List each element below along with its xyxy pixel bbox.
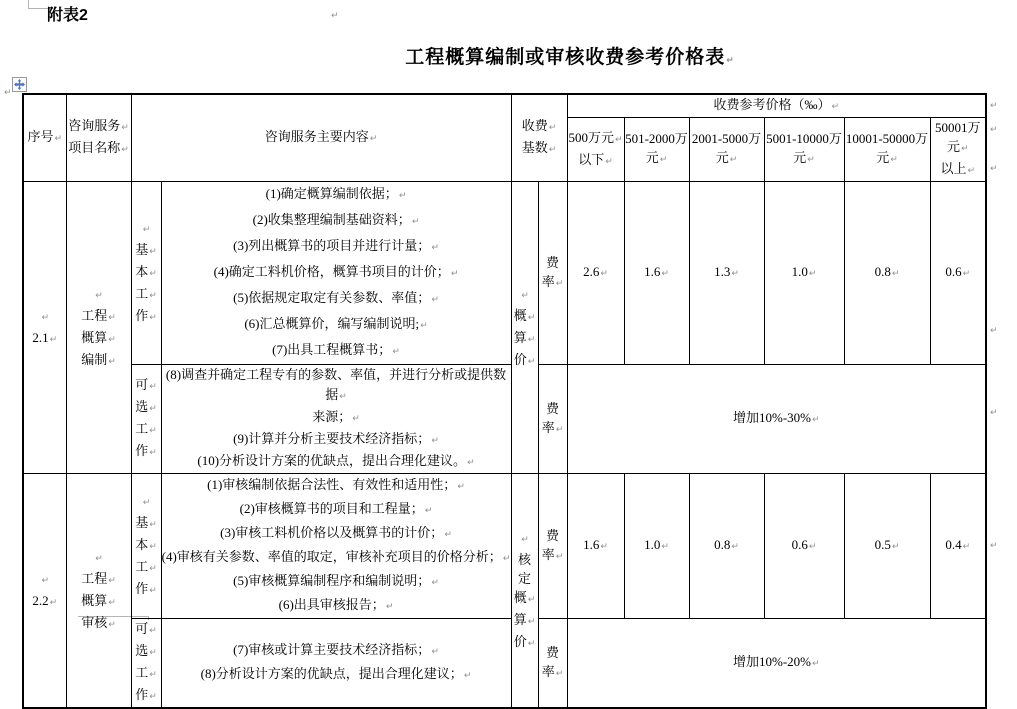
content-line: (3)列出概算书的项目并进行计量；↵ xyxy=(233,238,439,253)
paragraph-mark: ↵ xyxy=(891,542,900,552)
char-line: 概↵ xyxy=(513,589,536,605)
header-line: 501-2000万 xyxy=(625,131,688,146)
paragraph-mark: ↵ xyxy=(369,134,378,144)
rate-value: 0.5↵ xyxy=(874,537,900,552)
paragraph-mark: ↵ xyxy=(431,295,439,305)
paragraph-mark: ↵ xyxy=(831,102,840,112)
paragraph-mark: ↵ xyxy=(49,334,58,345)
blank-line xyxy=(512,284,538,306)
header-project-name[interactable] xyxy=(66,94,131,182)
char-line: 作↵ xyxy=(135,443,157,458)
char-line: 选↵ xyxy=(135,643,157,658)
value-cell[interactable] xyxy=(764,182,844,365)
row-end-mark xyxy=(989,95,1001,111)
char-line: 工↵ xyxy=(135,665,157,680)
value-cell[interactable] xyxy=(567,474,624,619)
paragraph-mark-host xyxy=(330,5,342,21)
row-end-mark xyxy=(989,158,1001,174)
rate-value: 2.6↵ xyxy=(583,264,608,279)
header-line: 元↵ xyxy=(793,150,815,165)
content-line: (8)调查并确定工程专有的参数、率值，并进行分析或提供数据↵ xyxy=(165,367,507,402)
paragraph-mark: ↵ xyxy=(424,506,433,516)
value-cell[interactable] xyxy=(624,182,689,365)
header-line: 咨询服务↵ xyxy=(68,118,129,133)
paragraph-mark: ↵ xyxy=(431,436,439,446)
header-bracket[interactable] xyxy=(624,118,689,182)
paragraph-mark: ↵ xyxy=(890,155,898,165)
content-line: (4)审核有关参数、率值的取定，审核补充项目的价格分析；↵ xyxy=(161,549,511,564)
paragraph-mark: ↵ xyxy=(149,648,157,658)
name-line: 概算↵ xyxy=(81,592,116,608)
content-line: (7)审核或计算主要技术经济指标；↵ xyxy=(233,642,439,657)
paragraph-mark: ↵ xyxy=(502,554,511,564)
blank-line xyxy=(132,218,161,240)
char-line: 率↵ xyxy=(541,273,564,289)
paragraph-mark: ↵ xyxy=(444,530,452,540)
rate-label-cell[interactable] xyxy=(538,474,567,619)
paragraph-mark: ↵ xyxy=(990,101,998,111)
paragraph-mark: ↵ xyxy=(548,145,557,155)
paragraph-mark: ↵ xyxy=(149,247,157,257)
fee-base-cell[interactable] xyxy=(511,182,538,474)
char-line: 基↵ xyxy=(135,515,157,530)
paragraph-mark: ↵ xyxy=(961,144,969,154)
value-cell[interactable] xyxy=(689,474,764,619)
paragraph-mark: ↵ xyxy=(108,619,116,630)
paragraph-mark: ↵ xyxy=(962,269,971,279)
rate-label-cell[interactable] xyxy=(538,182,567,365)
paragraph-mark: ↵ xyxy=(95,290,103,301)
char-line: 费 xyxy=(545,400,559,416)
paragraph-mark: ↵ xyxy=(149,586,157,596)
header-line: 元↵ xyxy=(876,150,898,165)
header-bracket[interactable] xyxy=(844,118,930,182)
paragraph-mark: ↵ xyxy=(352,414,360,424)
paragraph-mark: ↵ xyxy=(149,448,157,458)
paragraph-mark: ↵ xyxy=(990,326,998,336)
paragraph-mark: ↵ xyxy=(149,382,157,392)
name-line: 编制↵ xyxy=(81,351,116,367)
blank-line xyxy=(24,569,66,591)
paragraph-mark: ↵ xyxy=(527,334,536,345)
char-line: 工↵ xyxy=(135,559,157,574)
char-line: 可↵ xyxy=(135,621,157,636)
content-line: (7)出具工程概算书；↵ xyxy=(272,342,400,357)
paragraph-mark: ↵ xyxy=(990,541,998,551)
char-line: 本↵ xyxy=(135,264,157,279)
paragraph-mark: ↵ xyxy=(49,597,58,608)
paragraph-mark: ↵ xyxy=(142,498,151,508)
paragraph-mark: ↵ xyxy=(108,575,116,586)
content-line: (1)审核编制依据合法性、有效性和适用性；↵ xyxy=(207,477,465,492)
paragraph-mark: ↵ xyxy=(661,269,669,279)
paragraph-mark: ↵ xyxy=(808,269,817,279)
name-line: 工程↵ xyxy=(81,570,116,586)
paragraph-mark: ↵ xyxy=(54,134,63,144)
rate-value: 1.6↵ xyxy=(644,264,669,279)
content-line: (3)审核工料机价格以及概算书的计价；↵ xyxy=(220,525,452,540)
paragraph-mark: ↵ xyxy=(411,217,420,227)
header-service-content[interactable] xyxy=(131,94,511,182)
char-line: 价↵ xyxy=(513,633,536,649)
seq-cell[interactable] xyxy=(23,474,66,709)
seq-text: 2.1↵ xyxy=(32,329,58,345)
paragraph-mark: ↵ xyxy=(149,626,157,636)
rate-value: 0.4↵ xyxy=(945,537,971,552)
paragraph-mark: ↵ xyxy=(467,458,475,468)
rate-value: 1.0↵ xyxy=(644,537,669,552)
paragraph-mark: ↵ xyxy=(41,312,50,323)
paragraph-mark: ↵ xyxy=(811,415,820,425)
header-line: 以下↵ xyxy=(578,151,613,167)
value-cell[interactable] xyxy=(844,474,930,619)
fee-base-cell[interactable] xyxy=(511,474,538,709)
char-line: 作↵ xyxy=(135,308,157,323)
seq-cell[interactable] xyxy=(23,182,66,474)
paragraph-mark: ↵ xyxy=(95,553,103,564)
paragraph-mark: ↵ xyxy=(527,616,536,627)
paragraph-mark: ↵ xyxy=(149,692,157,702)
paragraph-mark: ↵ xyxy=(731,542,739,552)
rate-value: 1.0↵ xyxy=(791,264,817,279)
content-line: (5)依据规定取定有关参数、率值；↵ xyxy=(233,290,439,305)
header-bracket[interactable] xyxy=(764,118,844,182)
paragraph-mark: ↵ xyxy=(548,123,557,133)
char-line: 费 xyxy=(545,644,559,660)
paragraph-mark: ↵ xyxy=(149,291,157,301)
merged-value-cell[interactable] xyxy=(567,619,986,709)
value-cell[interactable] xyxy=(844,182,930,365)
paragraph-mark: ↵ xyxy=(527,638,536,649)
rate-value: 0.6↵ xyxy=(791,537,817,552)
name-line: 审核↵ xyxy=(81,614,116,630)
header-fee-base[interactable] xyxy=(511,94,567,182)
row-end-mark xyxy=(989,535,1001,551)
paragraph-mark: ↵ xyxy=(521,534,529,545)
char-line: 选↵ xyxy=(135,399,157,414)
paragraph-mark: ↵ xyxy=(121,123,129,133)
paragraph-mark: ↵ xyxy=(108,597,116,608)
fee-reference-table xyxy=(22,93,987,709)
paragraph-mark: ↵ xyxy=(555,278,564,289)
header-service-content-text: 咨询服务主要内容↵ xyxy=(264,129,378,144)
paragraph-mark: ↵ xyxy=(659,155,668,165)
paragraph-mark: ↵ xyxy=(108,356,116,367)
paragraph-mark: ↵ xyxy=(811,659,820,669)
paragraph-mark: ↵ xyxy=(807,155,815,165)
rate-value: 1.3↵ xyxy=(714,264,739,279)
content-line: (5)审核概算编制程序和编制说明；↵ xyxy=(233,573,439,588)
work-type-cell[interactable] xyxy=(131,365,161,474)
paragraph-mark: ↵ xyxy=(962,542,971,552)
char-line: 费 xyxy=(545,254,559,270)
header-bracket[interactable] xyxy=(567,118,624,182)
paragraph-mark: ↵ xyxy=(891,269,900,279)
paragraph-mark: ↵ xyxy=(108,334,116,345)
paragraph-mark: ↵ xyxy=(457,482,465,492)
content-line: (6)汇总概算价，编写编制说明;↵ xyxy=(244,316,428,331)
char-line: 工↵ xyxy=(135,421,157,436)
char-line: 核 xyxy=(517,551,531,567)
char-line: 算↵ xyxy=(513,329,536,345)
paragraph-mark: ↵ xyxy=(431,243,439,253)
header-line: 收费↵ xyxy=(521,118,557,133)
merged-value-cell[interactable] xyxy=(567,365,986,474)
header-line: 5001-10000万 xyxy=(766,131,842,146)
content-cell[interactable] xyxy=(161,182,511,365)
value-cell[interactable] xyxy=(689,182,764,365)
paragraph-mark: ↵ xyxy=(450,269,459,279)
paragraph-mark: ↵ xyxy=(521,290,529,301)
paragraph-mark: ↵ xyxy=(990,164,998,174)
header-seq-text: 序号↵ xyxy=(27,129,63,144)
paragraph-mark: ↵ xyxy=(420,321,428,331)
header-seq[interactable] xyxy=(23,94,66,182)
value-cell[interactable] xyxy=(567,182,624,365)
paragraph-mark: ↵ xyxy=(555,424,564,435)
paragraph-mark: ↵ xyxy=(385,602,394,612)
work-type-cell[interactable] xyxy=(131,182,161,365)
paragraph-mark: ↵ xyxy=(990,408,998,418)
paragraph-mark: ↵ xyxy=(149,520,157,530)
work-type-cell[interactable] xyxy=(131,474,161,619)
paragraph-mark: ↵ xyxy=(41,575,50,586)
header-line: 10001-50000万 xyxy=(845,131,929,146)
content-line: (2)审核概算书的项目和工程量；↵ xyxy=(239,501,433,516)
rate-value: 0.6↵ xyxy=(945,264,971,279)
text-boundary-corner xyxy=(28,8,48,9)
rate-value: 1.6↵ xyxy=(583,537,608,552)
paragraph-mark: ↵ xyxy=(967,166,976,176)
blank-line xyxy=(132,491,161,513)
paragraph-mark: ↵ xyxy=(661,542,669,552)
paragraph-mark: ↵ xyxy=(614,134,623,145)
paragraph-mark: ↵ xyxy=(398,191,407,201)
header-line: 基数↵ xyxy=(521,140,557,155)
blank-line xyxy=(67,547,131,569)
content-line: (9)计算并分析主要技术经济指标；↵ xyxy=(233,431,439,446)
content-cell[interactable] xyxy=(161,474,511,619)
rate-label-cell[interactable] xyxy=(538,619,567,709)
paragraph-mark: ↵ xyxy=(600,269,608,279)
row-end-mark xyxy=(989,119,1001,135)
row-end-mark xyxy=(989,320,1001,336)
paragraph-mark: ↵ xyxy=(431,578,439,588)
rate-value: 0.8↵ xyxy=(714,537,739,552)
paragraph-mark: ↵ xyxy=(555,551,564,562)
char-line: 费 xyxy=(545,527,559,543)
value-cell[interactable] xyxy=(930,182,986,365)
content-cell[interactable] xyxy=(161,619,511,709)
content-line: (1)确定概算编制依据；↵ xyxy=(265,186,407,201)
paragraph-mark: ↵ xyxy=(149,564,157,574)
header-line: 项目名称↵ xyxy=(68,140,129,155)
char-line: 作↵ xyxy=(135,687,157,702)
paragraph-mark: ↵ xyxy=(392,347,400,357)
seq-text: 2.2↵ xyxy=(32,592,58,608)
paragraph-mark: ↵ xyxy=(142,225,151,235)
paragraph-mark: ↵ xyxy=(149,313,157,323)
header-price-group-text: 收费参考价格（‰）↵ xyxy=(713,97,840,112)
paragraph-mark: ↵ xyxy=(149,426,157,436)
content-line: (6)出具审核报告；↵ xyxy=(278,597,394,612)
page-title xyxy=(140,42,1000,69)
rate-label-cell[interactable] xyxy=(538,365,567,474)
char-line: 率↵ xyxy=(541,546,564,562)
paragraph-mark: ↵ xyxy=(729,155,738,165)
value-cell[interactable] xyxy=(764,474,844,619)
content-line: (8)分析设计方案的优缺点，提出合理化建议；↵ xyxy=(200,666,472,681)
name-line: 工程↵ xyxy=(81,307,116,323)
paragraph-mark: ↵ xyxy=(605,156,613,167)
merged-value-text: 增加10%-30%↵ xyxy=(732,410,820,425)
char-line: 率↵ xyxy=(541,419,564,435)
blank-line xyxy=(24,306,66,328)
paragraph-mark: ↵ xyxy=(527,312,536,323)
paragraph-mark: ↵ xyxy=(726,56,735,66)
merged-value-text: 增加10%-20%↵ xyxy=(732,654,820,669)
char-line: 可↵ xyxy=(135,377,157,392)
char-line: 价↵ xyxy=(513,351,536,367)
paragraph-mark: ↵ xyxy=(527,594,536,605)
content-line: (4)确定工料机价格，概算书项目的计价；↵ xyxy=(213,264,459,279)
work-type-cell[interactable] xyxy=(131,619,161,709)
char-line: 工↵ xyxy=(135,286,157,301)
paragraph-mark: ↵ xyxy=(149,269,157,279)
paragraph-mark: ↵ xyxy=(990,125,998,135)
paragraph-mark: ↵ xyxy=(463,671,472,681)
name-line: 概算↵ xyxy=(81,329,116,345)
content-cell[interactable] xyxy=(161,365,511,474)
char-line: 本↵ xyxy=(135,537,157,552)
paragraph-mark: ↵ xyxy=(331,11,339,21)
value-cell[interactable] xyxy=(930,474,986,619)
header-price-group[interactable] xyxy=(567,94,986,118)
paragraph-mark: ↵ xyxy=(731,269,739,279)
header-line: 50001万元↵ xyxy=(935,120,981,154)
blank-line xyxy=(512,528,538,550)
paragraph-mark: ↵ xyxy=(600,542,608,552)
paragraph-mark: ↵ xyxy=(149,542,157,552)
paragraph-mark: ↵ xyxy=(149,670,157,680)
content-line: 来源；↵ xyxy=(312,409,360,424)
paragraph-mark: ↵ xyxy=(4,88,12,98)
header-line: 2001-5000万 xyxy=(691,131,762,146)
char-line: 率↵ xyxy=(541,663,564,679)
char-line: 概↵ xyxy=(513,307,536,323)
text-boundary-corner xyxy=(28,0,29,8)
move-cross-icon xyxy=(14,79,25,90)
header-line: 500万元↵ xyxy=(568,129,623,145)
content-line: (10)分析设计方案的优缺点，提出合理化建议。↵ xyxy=(197,453,475,468)
char-line: 作↵ xyxy=(135,581,157,596)
paragraph-mark: ↵ xyxy=(555,668,564,679)
header-bracket[interactable] xyxy=(930,118,986,182)
project-name-cell[interactable] xyxy=(66,474,131,709)
char-line: 定 xyxy=(517,570,531,586)
char-line: 算↵ xyxy=(513,611,536,627)
header-bracket[interactable] xyxy=(689,118,764,182)
paragraph-mark: ↵ xyxy=(149,404,157,414)
header-line: 元↵ xyxy=(715,150,738,165)
header-line: 以上↵ xyxy=(940,161,976,176)
paragraph-mark: ↵ xyxy=(527,356,536,367)
paragraph-mark: ↵ xyxy=(108,312,116,323)
value-cell[interactable] xyxy=(624,474,689,619)
paragraph-mark-host xyxy=(3,82,15,98)
blank-line xyxy=(67,284,131,306)
project-name-cell[interactable] xyxy=(66,182,131,474)
page-title-text: 工程概算编制或审核收费参考价格表↵ xyxy=(405,47,735,68)
char-line: 基↵ xyxy=(135,242,157,257)
appendix-label: 附表2 xyxy=(47,7,88,24)
paragraph-mark: ↵ xyxy=(121,145,129,155)
rate-value: 0.8↵ xyxy=(874,264,900,279)
paragraph-mark: ↵ xyxy=(339,392,347,402)
paragraph-mark: ↵ xyxy=(808,542,817,552)
paragraph-mark: ↵ xyxy=(431,647,439,657)
header-line: 元↵ xyxy=(645,150,668,165)
content-line: (2)收集整理编制基础资料；↵ xyxy=(252,212,420,227)
row-end-mark xyxy=(989,402,1001,418)
